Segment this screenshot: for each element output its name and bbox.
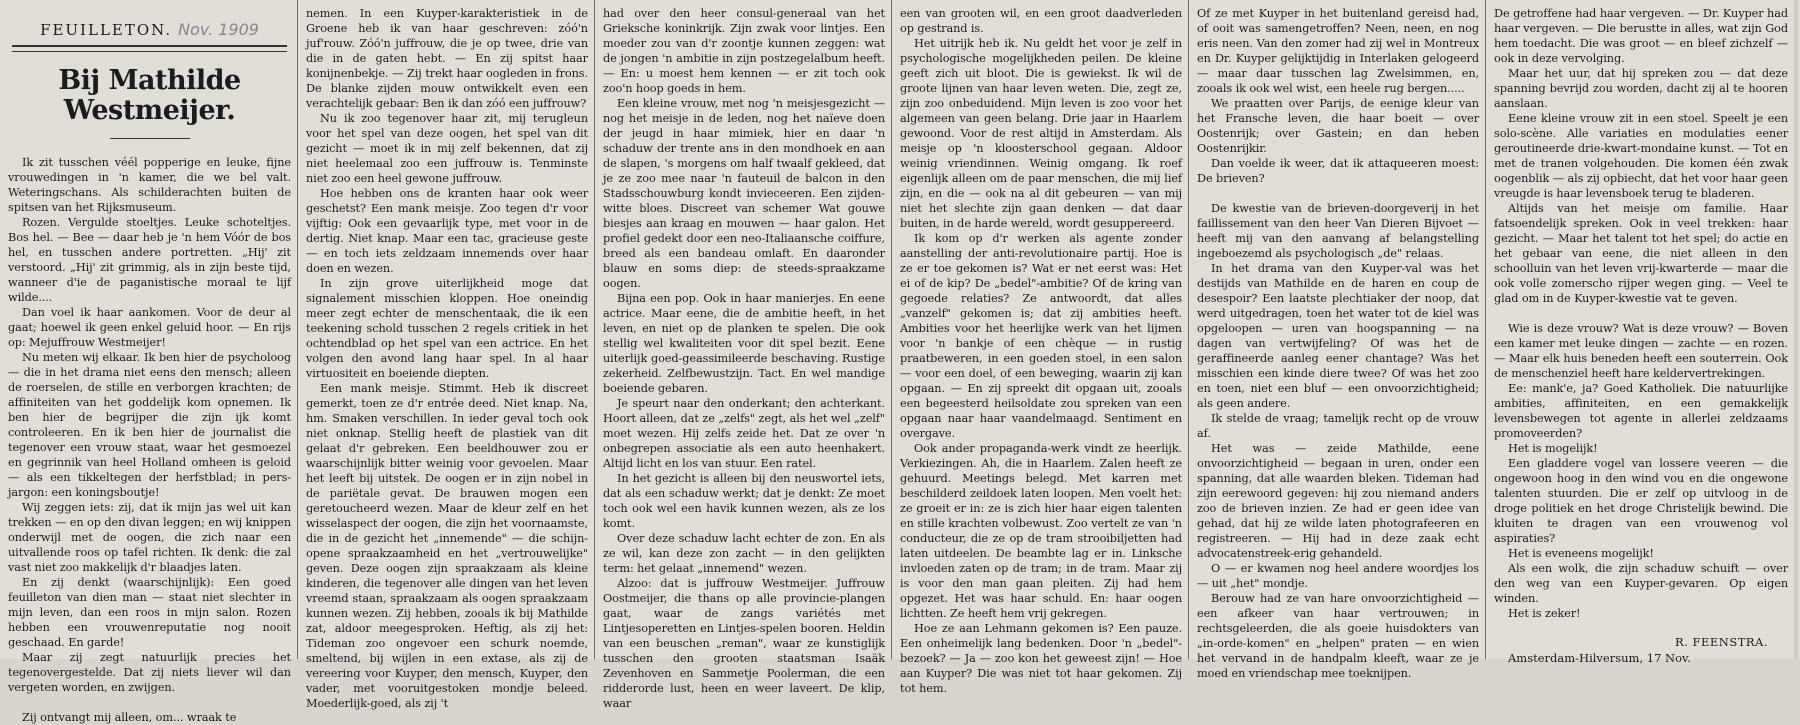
column-3 bbox=[595, 0, 891, 710]
article-paragraph: Maar het uur, dat hij spreken zou — dat deze spanning bevrijd zou worden, dacht zij al te hooren aanslaan. bbox=[1494, 67, 1788, 110]
article-paragraph: Ik zit tusschen véél popperige en leuke, fijne vrouwedingen in 'n kamer, die we bel valt. Weteringschans. Als schilderachten buiten de spitsen van het Rijksmuseum. bbox=[8, 156, 291, 214]
article-paragraph: Het is zeker! bbox=[1508, 607, 1581, 620]
column-2 bbox=[298, 0, 594, 710]
handwritten-date: Nov. 1909 bbox=[178, 20, 259, 39]
paragraph-gap bbox=[1494, 306, 1788, 321]
page-edge bbox=[1794, 0, 1798, 659]
section-label: FEUILLETON. bbox=[40, 21, 173, 39]
article-paragraph: Dan voel ik haar aankomen. Voor de deur al gaat; hoewel ik geen enkel geluid hoor. — En rijs op: Mejuffrouw Westmeijer! bbox=[8, 306, 291, 349]
article-paragraph: Als een wolk, die zijn schaduw schuift — over den weg van een Kuyper-gevaren. Op eigen winden. bbox=[1494, 562, 1788, 605]
column-5 bbox=[1189, 0, 1485, 680]
dateline: Amsterdam-Hilversum, 17 Nov. bbox=[1508, 651, 1691, 665]
article-paragraph: Dan voelde ik weer, dat ik attaqueeren moest: De brieven? bbox=[1197, 157, 1479, 185]
article-paragraph: Alzoo: dat is juffrouw Westmeijer. Juffrouw Oostmeijer, die thans op alle provincie-plangen gaat, waar de zangs variétés met Lintjesoperetten en Lintjes-spelen booren. Heldin van een beuschen „reman", waar ze kunstiglijk tusschen den grooten staatsman Isaäk Zevenhoven en Sammetje Poolerman, die een ridderorde lust, heen en weer laveert. De klip, waar bbox=[603, 577, 885, 710]
article-paragraph: een van grooten wil, en een groot daadverleden op gestrand is. bbox=[900, 7, 1182, 35]
article-paragraph: had over den heer consul-generaal van het Grieksche koninkrijk. Zijn zwak voor lintjes. Een moeder zou van d'r zoontje kunnen zeggen: wat de jongen 'n ambitie in zijn postzegelalbum heeft. — En: u moest hem kennen — er zit toch ook zoo'n hoop goeds in hem. bbox=[603, 7, 885, 95]
article-paragraph: Over deze schaduw lacht echter de zon. En als ze wil, kan deze zon zacht — in den gelijkten term: het gelaat „innemend" wezen. bbox=[603, 532, 885, 575]
article-paragraph: Ik stelde de vraag; tamelijk recht op de vrouw af. bbox=[1197, 412, 1479, 440]
article-paragraph: Wij zeggen iets: zij, dat ik mijn jas wel uit kan trekken — en op den divan leggen; en wij knippen onderwijl met de oogen, die zich naar een uitvallende roos op tafel richten. Ik denk: die zal vast niet zoo makkelijk d'r blaadjes laten. bbox=[8, 501, 291, 574]
article-paragraph: Bijna een pop. Ook in haar manierjes. En eene actrice. Maar eene, die de ambitie heeft, in het leven, en niet op de planken te spelen. Die ook stellig wel kwaliteiten voor dit spel bezit. Eene uiterlijk goed-geassimileerde beschaving. Rustige zekerheid. Zelfbewustzijn. Tact. En wel mandige boeiende gebaren. bbox=[603, 292, 885, 395]
article-title: Bij Mathilde Westmeijer. bbox=[58, 65, 241, 126]
article-paragraph: De kwestie van de brieven-doorgeverij in het faillissement van den heer Van Dieren Bijvoet — heeft mij van den aanvang af belangstelling ingeboezemd als psychologisch „de" relaas. bbox=[1197, 202, 1479, 260]
article-paragraph: Ee: mank'e, ja? Goed Katholiek. Die natuurlijke ambities, affiniteiten, en een gemakkelijk levensbewegen tot agente in allerlei zeldzaams promoveerden? bbox=[1494, 382, 1788, 440]
article-paragraph: Altijds van het meisje om familie. Haar fatsoendelijk spreken. Ook in veel trekken: haar gezicht. — Maar het talent tot het spel; do actie en het gebaar van eene, die niet alleen in den schoolluin van het leven vrij-kwarterde — maar die ook volle zomerscho rijper wegen ging. — Veel te glad om in de Kuyper-kwestie vat te geven. bbox=[1494, 202, 1788, 305]
article-paragraph: Ook ander propaganda-werk vindt ze heerlijk. Verkiezingen. Ah, die in Haarlem. Zalen heeft ze gehuurd. Meetings belegd. Met karren met beschilderd zeildoek laten loopen. Men voelt het: ze groeit er in: ze is zich hier haar eigen talenten en stille krachten volbewust. Zoo vertelt ze van 'n conducteur, die ze op de tram strooibiljetten had laten uitdeelen. De beambte lag er in. Linksche invloeden zaten op de tram; in de tram. Maar zij is voor den man gaan pleiten. Zij had hem opgezet. Het was haar schuld. En: haar oogen lichtten. Ze heeft hem vrij gekregen. bbox=[900, 442, 1182, 620]
article-paragraph: Eene kleine vrouw zit in een stoel. Speelt je een solo-scène. Alle variaties en modulaties eener geroutineerde drie-kwart-mondaine kunst. — Tot en met de tranen volgehouden. Die komen één zwak oogenblik — als zij opbiecht, dat het voor haar geen vreugde is haar levensboek terug te bladeren. bbox=[1494, 112, 1788, 200]
article-paragraph: O — er kwamen nog heel andere woordjes los — uit „het" mondje. bbox=[1197, 562, 1479, 590]
article-paragraph: Het uitrijk heb ik. Nu geldt het voor je zelf in psychologische mogelijkheden peilen. De kleine geeft zich uit bloot. Die is gewiekst. Ik wil de groote lijnen van haar leven weten. Die, zegt ze, zijn zoo onbeduidend. Mijn leven is zoo voor het algemeen van geen belang. Drie jaar in Haarlem gewoond. Voor de rest altijd in Amsterdam. Als meisje op 'n kloosterschool gegaan. Aldoor weinig vriendinnen. Weinig omgang. Ik roef eigenlijk alleen om de paar menschen, die mij lief zijn, en die — ook na al dit gebeuren — van mij niet het slechte zijn gaan denken — dat daar buiten, in de harde wereld, wordt gesuppereerd. bbox=[900, 37, 1182, 230]
column-6 bbox=[1486, 0, 1794, 665]
article-paragraph: Zij ontvangt mij alleen, om... wraak te bbox=[22, 711, 237, 724]
article-paragraph: Rozen. Vergulde stoeltjes. Leuke schoteltjes. Bos hel. — Bee — daar heb je 'n hem Vóór de bos hel, en tusschen andere portretten. „Hij' zit verstoord. „Hij' zit grimmig, als in zijn beste tijd, wanneer d'ie de paganistische moraal te lijf wilde.... bbox=[8, 216, 291, 304]
column-1 bbox=[0, 0, 297, 724]
article-paragraph: Maar zij zegt natuurlijk precies het tegenovergestelde. Dat zij niets liever wil dan vergeten worden, en zwijgen. bbox=[8, 651, 291, 694]
title-divider bbox=[110, 138, 190, 139]
article-paragraph: Nu ik zoo tegenover haar zit, mij terugleun voor het spel van deze oogen, het spel van dit gezicht — moet ik in mij zelf bekennen, dat zij niet heelemaal zoo een juffrouw is. Tenminste niet zoo een heel gewone juffrouw. bbox=[306, 112, 588, 185]
author-signature: R. FEENSTRA. bbox=[1675, 635, 1768, 649]
heading-rule-thick bbox=[12, 45, 287, 47]
article-paragraph: Het is mogelijk! bbox=[1508, 442, 1598, 455]
article-paragraph: nemen. In een Kuyper-karakteristiek in de Groene heb ik van haar geschreven: zóó'n juf'rouw. Zóó'n juffrouw, die je op twee, drie van die in de gaten hebt. — En zij spitst haar konijnenbekje. — Zij trekt haar oogleden in frons. De blanke zijden mouw ontwikkelt even een verachtelijk gebaar: Ben ik dan zóó een juffrouw? bbox=[306, 7, 588, 110]
article-paragraph: En zij denkt (waarschijnlijk): Een goed feuilleton van dien man — staat niet slechter in mijn leven, dan een roos in mijn salon. Rozen hebben een vrouwenreputatie nog nooit geschaad. En garde! bbox=[8, 576, 291, 649]
article-paragraph: Berouw had ze van hare onvoorzichtigheid — een afkeer van haar vertrouwen; in rechtsgeleerden, die als goeie huisdokters van „in-orde-komen" en „helpen" praten — en wien het vervand in de handpalm kleeft, waar ze je moed en vriendschap mee toeknijpen. bbox=[1197, 592, 1479, 680]
article-paragraph: Je speurt naar den onderkant; den achterkant. Hoort alleen, dat ze „zelfs" zegt, als het wel „zelf" moet wezen. Hij zelfs zeide het. Dat ze over 'n onbegrepen associatie als een auto heenhakert. Altijd licht en los van stuur. Een ratel. bbox=[603, 397, 885, 470]
article-paragraph: Ik kom op d'r werken als agente zonder aanstelling der anti-revolutionaire partij. Hoe is ze er toe gekomen is? Wat er net eerst was: Het ei of de kip? De „bedel"-ambitie? Of de kring van gegoede relaties? Ze antwoordt, dat alles „vanzelf" gekomen is; dat zij ambities heeft. Ambities voor het heerlijke werk van het lijmen voor 'n bankje of een chèque — in rustig praatbeweren, in een goeden stoel, in een salon — voor een doel, of een beweging, waarin zij kan opgaan. — En zij spreekt dit opgaan uit, zooals een begeesterd heilsoldate zou spreken van een opgaan naar haar vaandelmaagd. Sentiment en overgave. bbox=[900, 232, 1182, 440]
paragraph-gap bbox=[8, 695, 291, 710]
article-paragraph: Hoe ze aan Lehmann gekomen is? Een pauze. Een onheimelijk lang bedenken. Door 'n „bedel"-bezoek? — Ja — zoo kon het geweest zijn! — Hoe aan Kuyper? Die was niet tot haar gekomen. Zij tot hem. bbox=[900, 622, 1182, 695]
article-paragraph: In het drama van den Kuyper-val was het destijds van Mathilde en de haren en coup de desespoir? Een laatste plechtiaker der noop, dat werd uitgedragen, toen het water tot de kiel was opgeloopen — uren van hoogspanning — na dagen van vertwijfeling? Of was het de geraffineerde aanleg eener chantage? Was het misschien een kinde diere twee? Of was het zoo en toen, niet een bluf — een onvoorzichtigheid; als geen andere. bbox=[1197, 262, 1479, 410]
article-paragraph: De getroffene had haar vergeven. — Dr. Kuyper had haar vergeven. — Die berustte in alles, wat zijn God hem toedacht. Die was groot — en bleef zichzelf — ook in deze vervolging. bbox=[1494, 7, 1788, 65]
section-heading bbox=[8, 20, 291, 39]
column-4 bbox=[892, 0, 1188, 695]
article-paragraph: Het is eveneens mogelijk! bbox=[1508, 547, 1654, 560]
paragraph-gap bbox=[1197, 186, 1479, 201]
article-paragraph: In zijn grove uiterlijkheid moge dat signalement misschien kloppen. Hoe oneindig meer zegt echter de menschentaak, die ik een teekening schold tusschen 2 regels critiek in het ochtendblad op het spel van een actrice. En het volgen den avond lang haar spel. In al haar virtuositeit en boeiende diepten. bbox=[306, 277, 588, 380]
article-paragraph: Een kleine vrouw, met nog 'n meisjesgezicht — nog het meisje in de leden, nog het naïeve doen der jeugd in haar mimiek, hier en daar 'n schaduw der trente ans in den mondhoek en aan de slapen, 's morgens om half twaalf gekleed, dat je ze zoo mee naar 'n fauteuil de balcon in den Stadsschouwburg kondt invieceeren. Een zijden-witte bloes. Discreet van schemer Wat gouwe biesjes aan kraag en mouwen — haar galon. Het profiel gedekt door een neo-Italiaansche coiffure, breed als een bandeau omlaft. En daaronder blauw en soms diep: de steeds-spraakzame oogen. bbox=[603, 97, 885, 290]
article-paragraph: We praatten over Parijs, de eenige kleur van het Fransche leven, die haar boeit — over Oostenrijk; over Gastein; en dan heben Oostenrijkir. bbox=[1197, 97, 1479, 155]
article-paragraph: Het was — zeide Mathilde, eene onvoorzichtigheid — begaan in uren, onder een spanning, dat alle waarden bleken. Tideman had zijn eerewoord gegeven: hij zou niemand anders zoo de brieven inzien. Ze had er geen idee van gehad, dat hij ze wilde laten photografeeren en registreeren. — Hij had in deze zaak echt advocatenstreek-erig gehandeld. bbox=[1197, 442, 1479, 560]
article-paragraph: Een gladdere vogel van lossere veeren — die ongewoon hoog in den wind vou en die ongewone talenten stuurden. Die er zelf op uitvloog in de droge politiek en het droge Christelijk bewind. Die kluiten te dragen van een vrouwenog vol aspiraties? bbox=[1494, 457, 1788, 545]
heading-rule-thin bbox=[12, 51, 287, 52]
article-paragraph: Hoe hebben ons de kranten haar ook weer geschetst? Een mank meisje. Zoo tegen d'r voor vijftig: Ook een gevaarlijk type, met voor in de dertig. Niet knap. Maar een tac, gracieuse geste — en toch iets zeldzaam innemends over haar doen en wezen. bbox=[306, 187, 588, 275]
article-paragraph: Nu meten wij elkaar. Ik ben hier de psycholoog — die in het drama niet eens den mensch; alleen de roerselen, de stille en verborgen krachten; de affiniteiten van het goddelijk kom opnemen. Ik ben hier de begrijper die zijn ijk komt controleeren. En ik ben hier de journalist die tegenover een vrouw staat, waar het gesmoezel en gegrinnik van heel Holland omheen is geloid — als een tikkeltegen der herfstblad; in pers-jargon: een koningsboutje! bbox=[8, 351, 291, 499]
article-paragraph: Een mank meisje. Stimmt. Heb ik discreet gemerkt, toen ze d'r entrée deed. Niet knap. Na, hm. Smaken verschillen. In ieder geval toch ook niet onknap. Stellig heeft de plastiek van dit gelaat d'r gebreken. Een beeldhouwer zou er waarschijnlijk bitter weinig voor gevoelen. Maar het leeft bij uitstek. De oogen er in zijn nobel in de pariëtale gevat. De brauwen mogen een geretoucheerd wezen. Maar de kleur zelf en het wisselaspect der oogen, die zijn het voornaamste, die in de gezicht het „innemende" — die schijn-opene spraakzaamheid en het „vertrouwelijke" geven. Deze oogen zijn spraakzaam als kleine kinderen, die tegenover alle dingen van het leven vreemd staan, spraakzaam als oogen spraakzaam kunnen wezen. Zij hebben, zooals ik bij Mathilde zat, aldoor meegesproken. Heftig, als zij het: Tideman zoo ongevoer een schurk noemde, smeltend, bij wijlen in een extase, als zij de vereering voor Kuyper, den mensch, Kuyper, den vader, met vooruitgestoken mondje beleed. Moederlijk-goed, als zij 't bbox=[306, 382, 588, 710]
article-paragraph: In het gezicht is alleen bij den neuswortel iets, dat als een schaduw werkt; dat je denkt: Ze moet toch ook wel een havik kunnen wezen, als ze los komt. bbox=[603, 472, 885, 530]
article-paragraph: Of ze met Kuyper in het buitenland gereisd had, of ooit was samengetroffen? Neen, neen, en nog eris neen. Van den zomer had zij wel in Montreux en Dr. Kuyper gelijktijdig in Interlaken gelogeerd — maar daar tusschen lag Zwelsimmen, en, zooals ik ook wel wist, een heele rug bergen..... bbox=[1197, 7, 1479, 95]
article-paragraph: Wie is deze vrouw? Wat is deze vrouw? — Boven een kamer met leuke dingen — zachte — en rozen. — Maar elk huis beneden heeft een souterrein. Ook de menschenziel heeft hare keldervertrekingen. bbox=[1494, 322, 1788, 380]
